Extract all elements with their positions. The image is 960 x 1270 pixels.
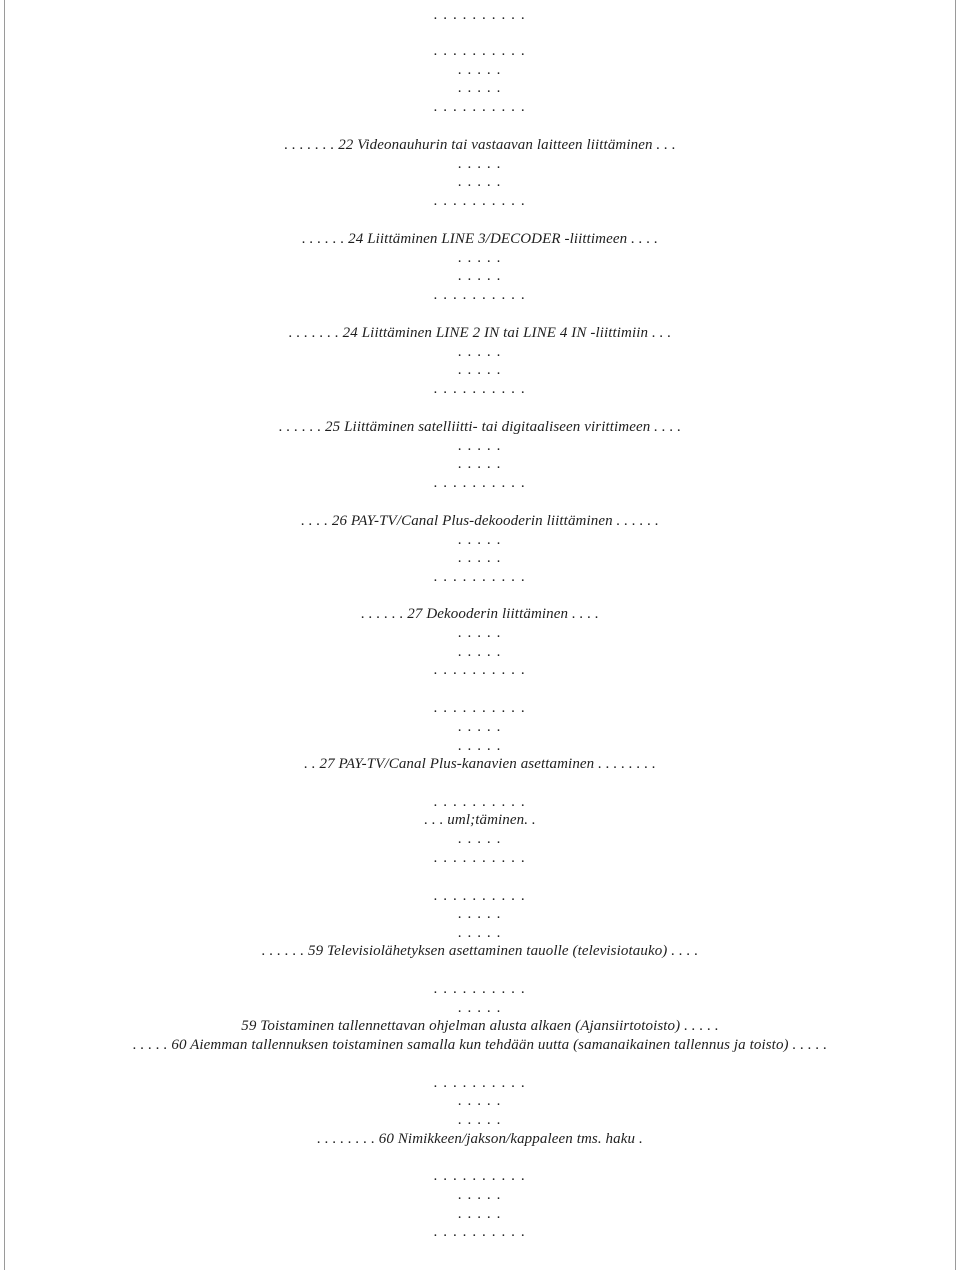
toc-entry: . . . . 26 PAY-TV/Canal Plus-dekooderin liittäminen . . . . . . [301, 513, 659, 529]
toc-leader-line: . . . . . . . . . . [433, 287, 527, 303]
toc-entry: . . . uml;täminen. . [424, 812, 536, 828]
toc-leader-line: . . . . . [458, 1206, 502, 1222]
toc-leader-line: . . . . . [458, 644, 502, 660]
toc-leader-line: . . . . . [458, 925, 502, 941]
toc-leader-line: . . . . . [458, 438, 502, 454]
toc-leader-line: . . . . . [458, 625, 502, 641]
toc-leader-line: . . . . . . . . . . [433, 569, 527, 585]
toc-entry: . . . . . 60 Aiemman tallennuksen toistaminen samalla kun tehdään uutta (samanaikainen tallennus ja toisto) . . . . . [132, 1037, 828, 1053]
toc-leader-line: . . . . . . . . . . [433, 662, 527, 678]
toc-leader-line: . . . . . [458, 738, 502, 754]
toc-leader-line: . . . . . [458, 156, 502, 172]
toc-leader-line: . . . . . [458, 80, 502, 96]
toc-entry: . . . . . . 27 Dekooderin liittäminen . . . . [361, 606, 599, 622]
toc-leader-line: . . . . . . . . . . [433, 794, 527, 810]
toc-leader-line: . . . . . [458, 1093, 502, 1109]
toc-leader-line: . . . . . . . . . . [433, 700, 527, 716]
toc-entry: . . . . . . . . 60 Nimikkeen/jakson/kappaleen tms. haku . [317, 1131, 643, 1147]
toc-leader-line: . . . . . [458, 344, 502, 360]
toc-entry: . . . . . . . 22 Videonauhurin tai vastaavan laitteen liittäminen . . . [284, 137, 676, 153]
toc-leader-line: . . . . . [458, 1187, 502, 1203]
toc-leader-line: . . . . . [458, 1112, 502, 1128]
toc-leader-line: . . . . . . . . . . [433, 850, 527, 866]
toc-leader-line: . . . . . [458, 362, 502, 378]
toc-entry: . . . . . . 24 Liittäminen LINE 3/DECODER -liittimeen . . . . [301, 231, 659, 247]
toc-leader-line: . . . . . [458, 174, 502, 190]
toc-entry: . . . . . . . 24 Liittäminen LINE 2 IN tai LINE 4 IN -liittimiin . . . [288, 325, 672, 341]
toc-leader-line: . . . . . . . . . . [433, 1224, 527, 1240]
toc-entry: 59 Toistaminen tallennettavan ohjelman alusta alkaen (Ajansiirtotoisto) . . . . . [241, 1018, 719, 1034]
toc-leader-line: . . . . . . . . . . [433, 475, 527, 491]
toc-leader-line: . . . . . [458, 906, 502, 922]
toc-leader-line: . . . . . [458, 831, 502, 847]
toc-leader-line: . . . . . . . . . . [433, 1075, 527, 1091]
toc-entry: . . . . . . 59 Televisiolähetyksen asettaminen tauolle (televisiotauko) . . . . [261, 943, 699, 959]
toc-leader-line: . . . . . [458, 250, 502, 266]
toc-leader-line: . . . . . [458, 62, 502, 78]
toc-leader-line: . . . . . [458, 532, 502, 548]
toc-leader-line: . . . . . [458, 1000, 502, 1016]
toc-entry: . . 27 PAY-TV/Canal Plus-kanavien asettaminen . . . . . . . . [304, 756, 656, 772]
toc-leader-line: . . . . . . . . . . [433, 381, 527, 397]
toc-leader-line: . . . . . . . . . . [433, 99, 527, 115]
toc-leader-line: . . . . . . . . . . [433, 981, 527, 997]
toc-leader-line: . . . . . [458, 268, 502, 284]
toc-leader-line: . . . . . . . . . . [433, 7, 527, 23]
toc-leader-line: . . . . . . . . . . [433, 1168, 527, 1184]
toc-leader-line: . . . . . . . . . . [433, 888, 527, 904]
toc-leader-line: . . . . . [458, 456, 502, 472]
toc-leader-line: . . . . . . . . . . [433, 193, 527, 209]
toc-leader-line: . . . . . [458, 719, 502, 735]
toc-leader-line: . . . . . [458, 550, 502, 566]
toc-entry: . . . . . . 25 Liittäminen satelliitti- tai digitaaliseen virittimeen . . . . [278, 419, 682, 435]
toc-leader-line: . . . . . . . . . . [433, 43, 527, 59]
